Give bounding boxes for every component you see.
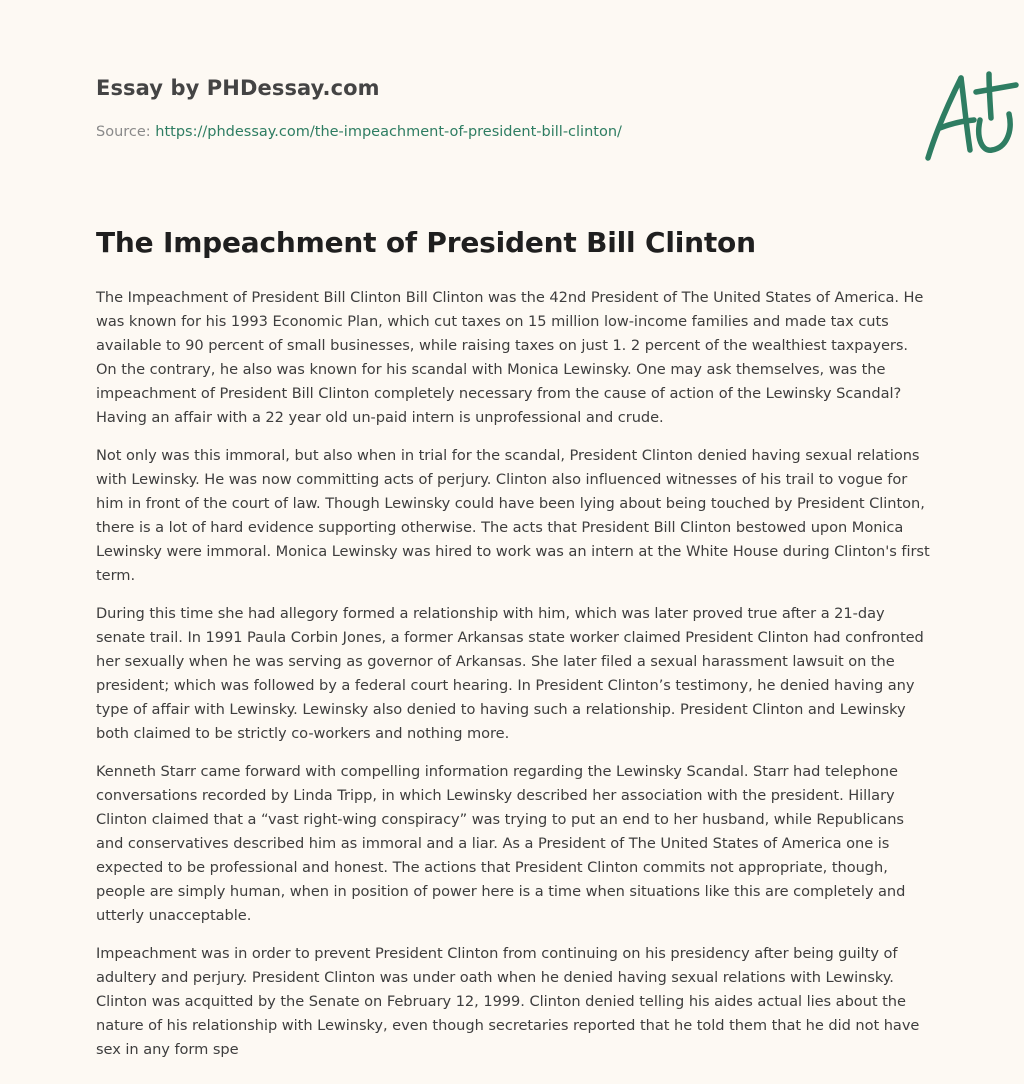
essay-paragraph: The Impeachment of President Bill Clinton Bill Clinton was the 42nd President of The United States of America. He was known for his 1993 Economic Plan, which cut taxes on 15 million low-income families and made tax cuts available to 90 percent of small businesses, while raising taxes on just 1. 2 percent of the wealthiest taxpayers. On the contrary, he also was known for his scandal with Monica Lewinsky. One may ask themselves, was the impeachment of President Bill Clinton completely necessary from the cause of action of the Lewinsky Scandal? Having an affair with a 22 year old un-paid intern is unprofessional and crude. [96, 289, 924, 426]
source-line [96, 124, 622, 140]
essay-body [96, 286, 932, 1076]
site-brand: Essay by PHDessay.com [96, 76, 380, 100]
essay-title: The Impeachment of President Bill Clinton [96, 226, 756, 259]
source-link[interactable]: https://phdessay.com/the-impeachment-of-president-bill-clinton/ [155, 124, 622, 140]
essay-paragraph: Kenneth Starr came forward with compelling information regarding the Lewinsky Scandal. Starr had telephone conversations recorded by Linda Tripp, in which Lewinsky described her association with the president. Hillary Clinton claimed that a “vast right-wing conspiracy” was trying to put an end to her husband, while Republicans and conservatives described him as immoral and a liar. As a President of The United States of America one is expected to be professional and honest. The actions that President Clinton commits not appropriate, though, people are simply human, when in position of power here is a time when situations like this are completely and utterly unacceptable. [96, 763, 906, 924]
source-label: Source: [96, 124, 151, 140]
essay-paragraph: During this time she had allegory formed a relationship with him, which was later proved true after a 21-day senate trail. In 1991 Paula Corbin Jones, a former Arkansas state worker claimed President Clinton had confronted her sexually when he was serving as governor of Arkansas. She later filed a sexual harassment lawsuit on the president; which was followed by a federal court hearing. In President Clinton’s testimony, he denied having any type of affair with Lewinsky. Lewinsky also denied to having such a relationship. President Clinton and Lewinsky both claimed to be strictly co-workers and nothing more. [96, 605, 924, 742]
essay-paragraph: Not only was this immoral, but also when in trial for the scandal, President Clinton denied having sexual relations with Lewinsky. He was now committing acts of perjury. Clinton also influenced witnesses of his trail to vogue for him in front of the court of law. Though Lewinsky could have been lying about being touched by President Clinton, there is a lot of hard evidence supporting otherwise. The acts that President Bill Clinton bestowed upon Monica Lewinsky were immoral. Monica Lewinsky was hired to work was an intern at the White House during Clinton's first term. [96, 447, 930, 584]
a-plus-grade-icon [916, 66, 1024, 166]
essay-paragraph: Impeachment was in order to prevent President Clinton from continuing on his presidency after being guilty of adultery and perjury. President Clinton was under oath when he denied having sexual relations with Lewinsky. Clinton was acquitted by the Senate on February 12, 1999. Clinton denied telling his aides actual lies about the nature of his relationship with Lewinsky, even though secretaries reported that he told them that he did not have sex in any form spe [96, 945, 920, 1058]
